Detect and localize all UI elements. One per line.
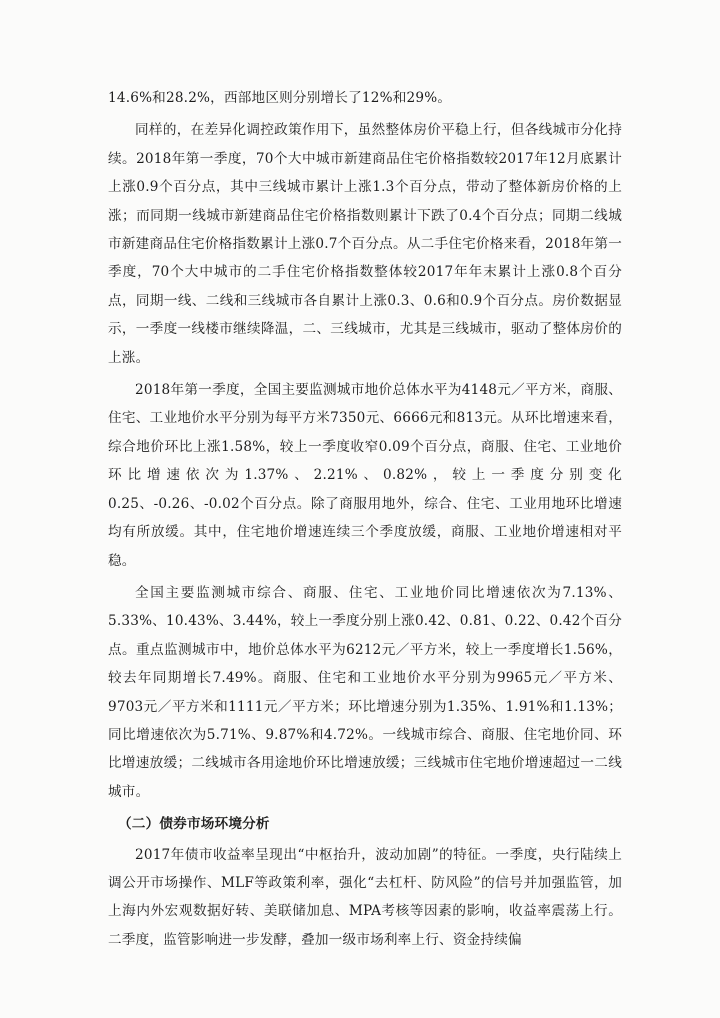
paragraph-housing-price-index: 同样的，在差异化调控政策作用下，虽然整体房价平稳上行，但各线城市分化持续。2018年第一季度，70个大中城市新建商品住宅价格指数较2017年12月底累计上涨0.9个百分点，其中三线城市累计上涨1.3个百分点，带动了整体新房价格的上涨；而同期一线城市新建商品住宅价格指数则累计下跌了0.4个百分点；同期二线城市新建商品住宅价格指数累计上涨0.7个百分点。从二手住宅价格来看，2018年第一季度，70个大中城市的二手住宅价格指数整体较2017年年末累计上涨0.8个百分点，同期一线、二线和三线城市各自累计上涨0.3、0.6和0.9个百分点。房价数据显示，一季度一线楼市继续降温，二、三线城市，尤其是三线城市，驱动了整体房价的上涨。 — [108, 122, 622, 366]
paragraph-land-price-yoy: 全国主要监测城市综合、商服、住宅、工业地价同比增速依次为7.13%、5.33%、10.43%、3.44%，较上一季度分别上涨0.42、0.81、0.22、0.42个百分点。重点监测城市中，地价总体水平为6212元／平方米，较上一季度增长1.56%，较去年同期增长7.49%。商服、住宅和工业地价水平分别为9965元／平方米、9703元／平方米和1111元／平方米；环比增速分别为1.35%、1.91%和1.13%；同比增速依次为5.71%、9.87%和4.72%。一线城市综合、商服、住宅地价同、环比增速放缓；二线城市各用途地价环比增速放缓；三线城市住宅地价增速超过一二线城市。 — [108, 584, 622, 800]
paragraph-bond-market-2017: 2017年债市收益率呈现出“中枢抬升，波动加剧”的特征。一季度，央行陆续上调公开市场操作、MLF等政策利率，强化“去杠杆、防风险”的信号并加强监管，加上海内外宏观数据好转、美联储加息、MPA考核等因素的影响，收益率震荡上行。二季度，监管影响进一步发酵，叠加一级市场利率上行、资金持续偏 — [108, 846, 622, 948]
paragraph-land-price-level: 2018年第一季度，全国主要监测城市地价总体水平为4148元／平方米，商服、住宅、工业地价水平分别为每平方米7350元、6666元和813元。从环比增速来看，综合地价环比上涨1.58%，较上一季度收窄0.09个百分点，商服、住宅、工业地价环比增速依次为1.37%、2.21%、0.82%，较上一季度分别变化0.25、-0.26、-0.02个百分点。除了商服用地外，综合、住宅、工业用地环比增速均有所放缓。其中，住宅地价增速连续三个季度放缓，商服、工业地价增速相对平稳。 — [108, 382, 622, 569]
paragraph-continuation: 14.6%和28.2%，西部地区则分别增长了12%和29%。 — [108, 90, 452, 106]
section-heading-bond-market: （二）债券市场环境分析 — [118, 816, 270, 833]
document-body — [108, 84, 622, 958]
